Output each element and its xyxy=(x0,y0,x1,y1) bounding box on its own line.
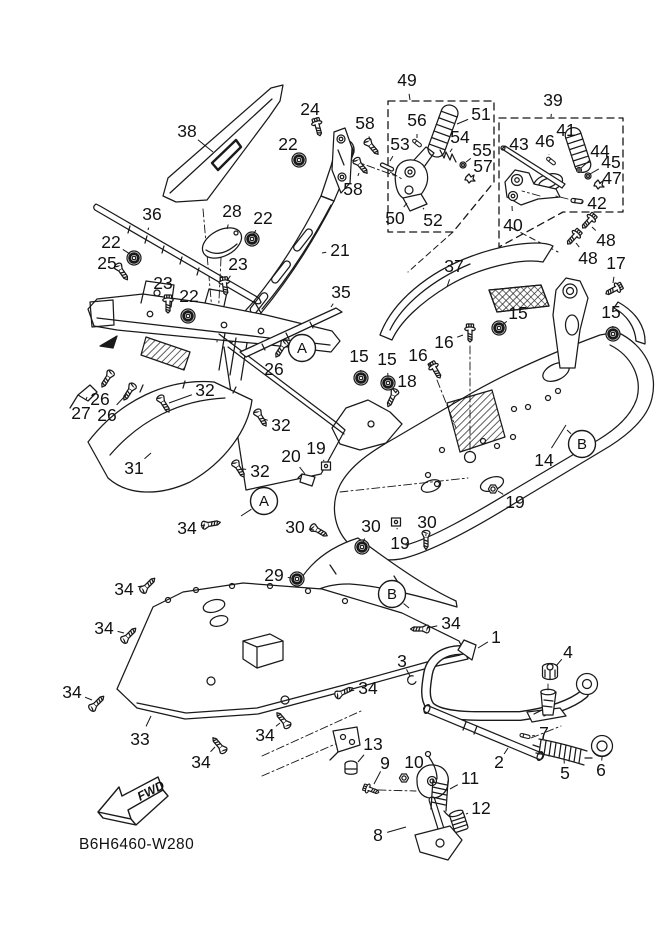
screw-58 xyxy=(363,137,381,157)
callout-54: 54 xyxy=(450,127,470,147)
callout-leader-13 xyxy=(358,755,364,762)
callout-15: 15 xyxy=(377,349,397,369)
callout-32: 32 xyxy=(271,415,291,435)
pin-56 xyxy=(412,139,422,148)
callout-leader-2 xyxy=(504,748,508,754)
callout-32: 32 xyxy=(250,461,270,481)
callout-leader-48 xyxy=(576,243,579,247)
callout-leader-34 xyxy=(350,690,354,691)
screw-26 xyxy=(99,369,116,389)
callout-9: 9 xyxy=(380,753,390,773)
callout-leader-36 xyxy=(148,228,149,230)
callout-leader-34 xyxy=(201,525,205,526)
clip-19 xyxy=(322,462,331,470)
washer-55 xyxy=(460,162,466,168)
screw-34 xyxy=(138,575,157,594)
callout-5: 5 xyxy=(560,763,570,783)
callout-31: 31 xyxy=(124,458,144,478)
callout-leader-51 xyxy=(457,119,468,124)
callout-22: 22 xyxy=(278,134,298,154)
callout-leader-54 xyxy=(450,149,452,152)
callout-37: 37 xyxy=(444,256,464,276)
callout-8: 8 xyxy=(373,825,383,845)
part-bushing-6 xyxy=(592,736,613,757)
callout-leader-7 xyxy=(532,735,535,736)
callout-50: 50 xyxy=(385,208,405,228)
callout-39: 39 xyxy=(543,90,563,110)
callout-1: 1 xyxy=(491,627,501,647)
callout-leader-29 xyxy=(288,577,291,578)
ref-marker-leader-B xyxy=(404,604,409,608)
callout-53: 53 xyxy=(390,134,410,154)
clip-3 xyxy=(406,675,416,686)
callout-30: 30 xyxy=(285,517,305,537)
callout-34: 34 xyxy=(114,579,134,599)
callout-43: 43 xyxy=(509,134,529,154)
callout-35: 35 xyxy=(331,282,351,302)
callout-leader-21 xyxy=(322,252,326,253)
bolt-48 xyxy=(579,211,599,231)
callout-48: 48 xyxy=(596,230,616,250)
part-stand-nut-4 xyxy=(543,664,558,680)
callout-2: 2 xyxy=(494,752,504,772)
callout-leader-11 xyxy=(450,785,458,789)
callout-42: 42 xyxy=(587,193,607,213)
callout-40: 40 xyxy=(503,215,523,235)
callout-leader-35 xyxy=(331,304,333,307)
callout-46: 46 xyxy=(535,131,555,151)
callout-34: 34 xyxy=(441,613,461,633)
callout-7: 7 xyxy=(539,723,549,743)
callout-16: 16 xyxy=(408,345,428,365)
callout-leader-1 xyxy=(478,642,488,648)
callout-26: 26 xyxy=(97,405,117,425)
bolt-17 xyxy=(603,281,624,299)
callout-19: 19 xyxy=(390,533,410,553)
callout-leader-8 xyxy=(387,827,406,832)
callout-41: 41 xyxy=(556,120,576,140)
callout-51: 51 xyxy=(471,104,491,124)
callout-58: 58 xyxy=(343,179,363,199)
callout-22: 22 xyxy=(179,286,199,306)
ref-marker-A: A xyxy=(258,493,270,510)
bolt-16 xyxy=(426,360,444,381)
callout-48: 48 xyxy=(578,248,598,268)
screw-30 xyxy=(309,523,330,539)
callout-52: 52 xyxy=(423,210,443,230)
callout-11: 11 xyxy=(460,768,480,788)
callout-20: 20 xyxy=(281,446,301,466)
pin-42 xyxy=(571,198,583,204)
callout-44: 44 xyxy=(590,141,610,161)
callout-leader-34 xyxy=(85,697,92,700)
screw-34 xyxy=(274,710,292,730)
part-rubber-13 xyxy=(345,761,357,774)
callout-14: 14 xyxy=(534,450,554,470)
callout-45: 45 xyxy=(601,152,621,172)
callout-leader-58 xyxy=(358,173,359,176)
callout-21: 21 xyxy=(330,240,350,260)
grommet-29 xyxy=(290,572,304,586)
callout-23: 23 xyxy=(153,273,173,293)
callout-12: 12 xyxy=(471,798,491,818)
callout-36: 36 xyxy=(142,204,162,224)
pin-46 xyxy=(546,157,556,166)
callout-24: 24 xyxy=(300,99,320,119)
callout-16: 16 xyxy=(434,332,454,352)
callout-leader-19 xyxy=(323,460,324,461)
callout-49: 49 xyxy=(397,70,417,90)
part-footrest-pivot-50 xyxy=(395,147,434,211)
callout-leader-49 xyxy=(409,94,410,100)
screw-32 xyxy=(253,408,270,428)
callout-10: 10 xyxy=(404,752,424,772)
callout-leader-20 xyxy=(300,467,305,474)
callout-6: 6 xyxy=(596,760,606,780)
callout-26: 26 xyxy=(264,359,284,379)
callout-23: 23 xyxy=(228,254,248,274)
callout-leader-34 xyxy=(118,631,124,633)
callout-47: 47 xyxy=(602,168,622,188)
ref-marker-A: A xyxy=(296,340,308,357)
callout-26: 26 xyxy=(90,389,110,409)
callout-leader-16 xyxy=(457,335,463,337)
grommet-15 xyxy=(606,327,620,341)
grommet-22 xyxy=(292,153,306,167)
screw-34 xyxy=(119,625,138,644)
pointer-arrow xyxy=(100,336,117,348)
nut-19 xyxy=(488,485,497,493)
callout-32: 32 xyxy=(195,380,215,400)
ref-marker-B: B xyxy=(386,586,398,603)
callout-leader-34 xyxy=(276,723,280,726)
callout-leader-53 xyxy=(390,156,393,161)
callout-leader-17 xyxy=(613,277,614,283)
callout-34: 34 xyxy=(358,678,378,698)
callout-15: 15 xyxy=(508,303,528,323)
grommet-15 xyxy=(354,371,368,385)
callout-leader-45 xyxy=(590,169,599,174)
callout-leader-4 xyxy=(556,659,562,666)
callout-34: 34 xyxy=(94,618,114,638)
callout-56: 56 xyxy=(407,110,427,130)
part-footrest-bracket-40 xyxy=(505,170,565,205)
grommet-15 xyxy=(381,376,395,390)
ref-marker-B: B xyxy=(576,436,588,453)
callout-leader-55 xyxy=(466,158,471,162)
callout-28: 28 xyxy=(222,201,242,221)
callout-19: 19 xyxy=(505,492,525,512)
callout-13: 13 xyxy=(363,734,383,754)
grommet-30 xyxy=(355,540,369,554)
bolt-16 xyxy=(465,324,475,342)
callout-58: 58 xyxy=(355,113,375,133)
screw-34 xyxy=(87,693,106,712)
callout-34: 34 xyxy=(255,725,275,745)
bolt-48 xyxy=(564,227,584,247)
part-code: B6H6460-W280 xyxy=(79,836,195,853)
bolt-24 xyxy=(310,117,325,137)
callout-leader-48 xyxy=(592,227,596,230)
screw-34 xyxy=(210,735,228,755)
callout-57: 57 xyxy=(473,156,493,176)
callout-leader-33 xyxy=(146,716,151,726)
fwd-label: FWD xyxy=(135,778,167,804)
callout-3: 3 xyxy=(397,651,407,671)
washer-44 xyxy=(576,167,581,172)
screw-26 xyxy=(121,382,138,402)
clip-19 xyxy=(392,518,401,526)
callout-22: 22 xyxy=(253,208,273,228)
callout-38: 38 xyxy=(177,121,197,141)
screw-34 xyxy=(201,518,221,529)
callout-34: 34 xyxy=(191,752,211,772)
callout-34: 34 xyxy=(177,518,197,538)
callout-22: 22 xyxy=(101,232,121,252)
bolt-9 xyxy=(362,783,380,797)
callout-30: 30 xyxy=(361,516,381,536)
callout-25: 25 xyxy=(97,253,117,273)
ref-marker-leader-A xyxy=(241,509,251,516)
grommet-22 xyxy=(245,232,259,246)
callout-27: 27 xyxy=(71,403,91,423)
grommet-22 xyxy=(181,309,195,323)
callout-17: 17 xyxy=(606,253,626,273)
callout-55: 55 xyxy=(472,140,492,160)
callout-leader-34 xyxy=(138,586,142,587)
callout-15: 15 xyxy=(349,346,369,366)
callout-18: 18 xyxy=(397,371,417,391)
part-tray-33 xyxy=(117,583,468,719)
callout-33: 33 xyxy=(130,729,150,749)
clip-20 xyxy=(298,474,315,486)
callout-15: 15 xyxy=(601,302,621,322)
callout-leader-9 xyxy=(374,771,381,784)
callout-29: 29 xyxy=(264,565,284,585)
part-pin-53 xyxy=(380,162,394,171)
callout-30: 30 xyxy=(417,512,437,532)
callout-4: 4 xyxy=(563,642,573,662)
pin-7 xyxy=(520,733,531,739)
callout-19: 19 xyxy=(306,438,326,458)
callout-leader-22 xyxy=(123,249,130,254)
callout-34: 34 xyxy=(62,682,82,702)
part-panel-31 xyxy=(88,381,252,492)
nut-10 xyxy=(399,774,408,782)
callout-leader-34 xyxy=(211,747,215,752)
callout-leader-12 xyxy=(466,813,468,814)
